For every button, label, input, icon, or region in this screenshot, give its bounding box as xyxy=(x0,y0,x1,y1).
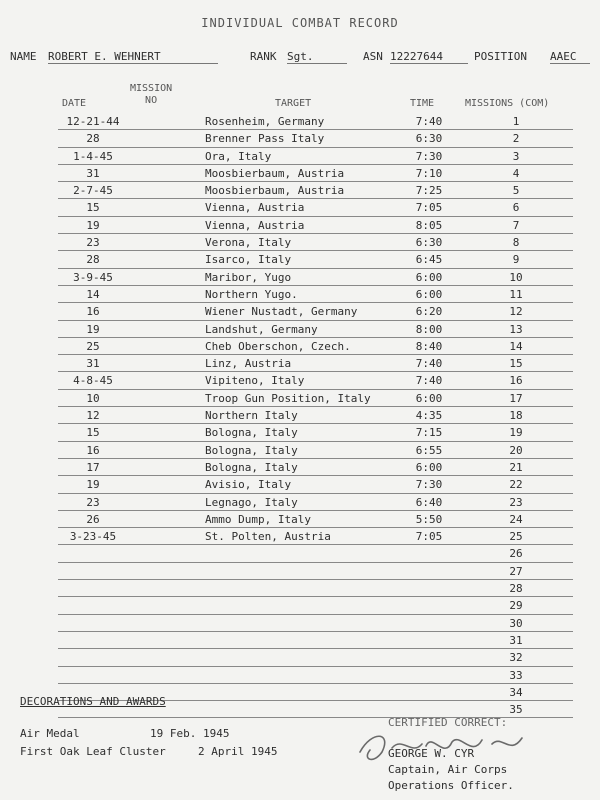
name-label: NAME xyxy=(10,50,37,63)
mission-row xyxy=(58,165,573,182)
mission-number: 5 xyxy=(512,184,520,198)
mission-row xyxy=(58,494,573,511)
asn-value: 12227644 xyxy=(390,50,468,64)
name-value: ROBERT E. WEHNERT xyxy=(48,50,218,64)
mission-row xyxy=(58,234,573,251)
mission-time: 8:05 xyxy=(415,218,443,232)
asn-label: ASN xyxy=(363,50,383,63)
mission-number: 20 xyxy=(509,443,523,457)
mission-date: 2-7-45 xyxy=(73,184,113,198)
mission-target: Bologna, Italy xyxy=(205,426,298,440)
column-header-time: TIME xyxy=(410,98,435,109)
mission-number: 35 xyxy=(509,703,523,717)
mission-row xyxy=(58,217,573,234)
mission-row xyxy=(58,649,573,666)
column-header-target: TARGET xyxy=(275,98,312,109)
mission-number: 7 xyxy=(512,218,520,232)
mission-date: 23 xyxy=(86,236,100,250)
mission-number: 3 xyxy=(512,149,520,163)
mission-row xyxy=(58,199,573,216)
mission-number: 21 xyxy=(509,460,523,474)
mission-time: 7:15 xyxy=(415,426,443,440)
mission-time: 6:30 xyxy=(415,236,443,250)
mission-date: 31 xyxy=(86,166,100,180)
mission-row xyxy=(58,286,573,303)
mission-number: 25 xyxy=(509,530,523,544)
mission-time: 6:00 xyxy=(415,287,443,301)
mission-row xyxy=(58,476,573,493)
mission-number: 18 xyxy=(509,409,523,423)
mission-date: 31 xyxy=(86,357,100,371)
mission-date: 15 xyxy=(86,201,100,215)
mission-time: 6:30 xyxy=(415,132,443,146)
award-air-medal xyxy=(20,727,230,740)
rank-value: Sgt. xyxy=(287,50,347,64)
mission-target: Cheb Oberschon, Czech. xyxy=(205,339,351,353)
position-label: POSITION xyxy=(474,50,527,63)
mission-row xyxy=(58,269,573,286)
mission-number: 1 xyxy=(512,115,520,128)
mission-date: 14 xyxy=(86,287,100,301)
mission-time: 7:10 xyxy=(415,166,443,180)
mission-number: 34 xyxy=(509,685,523,699)
mission-number: 29 xyxy=(509,599,523,613)
mission-target: Moosbierbaum, Austria xyxy=(205,184,345,198)
mission-number: 27 xyxy=(509,564,523,578)
mission-date: 19 xyxy=(86,218,100,232)
mission-target: Linz, Austria xyxy=(205,357,292,371)
mission-time: 7:30 xyxy=(415,478,443,492)
column-header-date: DATE xyxy=(62,98,87,109)
mission-time: 8:00 xyxy=(415,322,443,336)
mission-row xyxy=(58,424,573,441)
header-fields xyxy=(10,50,595,68)
mission-number: 23 xyxy=(509,495,523,509)
mission-date: 4-8-45 xyxy=(73,374,113,388)
mission-number: 28 xyxy=(509,582,523,596)
mission-row xyxy=(58,615,573,632)
mission-date: 23 xyxy=(86,495,100,509)
mission-time: 6:45 xyxy=(415,253,443,267)
mission-target: Wiener Nustadt, Germany xyxy=(205,305,358,319)
mission-row xyxy=(58,355,573,372)
mission-time: 5:50 xyxy=(415,512,443,526)
mission-date: 28 xyxy=(86,253,100,267)
mission-time: 8:40 xyxy=(415,339,443,353)
mission-row xyxy=(58,407,573,424)
mission-target: Maribor, Yugo xyxy=(205,270,292,284)
mission-row xyxy=(58,442,573,459)
mission-date: 25 xyxy=(86,339,100,353)
mission-target: Verona, Italy xyxy=(205,236,292,250)
certified-correct-label: CERTIFIED CORRECT: xyxy=(388,716,508,729)
mission-row xyxy=(58,303,573,320)
mission-table xyxy=(58,113,573,718)
column-header-missions-com: MISSIONS (COM) xyxy=(465,98,550,109)
position-value: AAEC xyxy=(550,50,590,64)
mission-number: 17 xyxy=(509,391,523,405)
mission-row xyxy=(58,580,573,597)
mission-target: Ammo Dump, Italy xyxy=(205,512,311,526)
mission-row xyxy=(58,251,573,268)
officer-rank: Captain, Air Corps xyxy=(388,763,508,776)
mission-date: 15 xyxy=(86,426,100,440)
mission-number: 24 xyxy=(509,512,523,526)
mission-time: 7:05 xyxy=(415,530,443,544)
mission-number: 16 xyxy=(509,374,523,388)
award-name: First Oak Leaf Cluster xyxy=(20,745,166,758)
mission-target: Rosenheim, Germany xyxy=(205,115,325,128)
mission-row xyxy=(58,113,573,130)
mission-number: 13 xyxy=(509,322,523,336)
mission-date: 17 xyxy=(86,460,100,474)
mission-number: 4 xyxy=(512,166,520,180)
mission-row xyxy=(58,632,573,649)
mission-time: 7:40 xyxy=(415,357,443,371)
mission-time: 6:00 xyxy=(415,391,443,405)
mission-time: 7:40 xyxy=(415,115,443,128)
mission-target: Moosbierbaum, Austria xyxy=(205,166,345,180)
mission-date: 16 xyxy=(86,443,100,457)
mission-row xyxy=(58,528,573,545)
mission-date: 3-23-45 xyxy=(69,530,117,544)
mission-target: Vienna, Austria xyxy=(205,218,305,232)
mission-date: 3-9-45 xyxy=(73,270,113,284)
mission-target: Vienna, Austria xyxy=(205,201,305,215)
award-date: 19 Feb. 1945 xyxy=(150,727,230,740)
mission-number: 14 xyxy=(509,339,523,353)
mission-number: 19 xyxy=(509,426,523,440)
mission-row xyxy=(58,511,573,528)
mission-number: 2 xyxy=(512,132,520,146)
mission-time: 6:00 xyxy=(415,460,443,474)
mission-target: Bologna, Italy xyxy=(205,460,298,474)
mission-time: 7:30 xyxy=(415,149,443,163)
mission-target: Northern Yugo. xyxy=(205,287,298,301)
mission-row xyxy=(58,545,573,562)
mission-number: 15 xyxy=(509,357,523,371)
mission-target: Avisio, Italy xyxy=(205,478,292,492)
mission-number: 8 xyxy=(512,236,520,250)
mission-time: 7:40 xyxy=(415,374,443,388)
mission-number: 30 xyxy=(509,616,523,630)
mission-row xyxy=(58,182,573,199)
mission-number: 26 xyxy=(509,547,523,561)
mission-number: 33 xyxy=(509,668,523,682)
mission-number: 10 xyxy=(509,270,523,284)
mission-target: Ora, Italy xyxy=(205,149,272,163)
mission-target: Legnago, Italy xyxy=(205,495,298,509)
mission-row xyxy=(58,321,573,338)
mission-date: 19 xyxy=(86,478,100,492)
mission-row xyxy=(58,372,573,389)
mission-number: 32 xyxy=(509,651,523,665)
mission-number: 12 xyxy=(509,305,523,319)
mission-row xyxy=(58,459,573,476)
mission-row xyxy=(58,597,573,614)
mission-target: Northern Italy xyxy=(205,409,298,423)
mission-number: 9 xyxy=(512,253,520,267)
mission-target: Isarco, Italy xyxy=(205,253,292,267)
mission-date: 16 xyxy=(86,305,100,319)
mission-row xyxy=(58,563,573,580)
mission-target: Landshut, Germany xyxy=(205,322,318,336)
mission-row xyxy=(58,338,573,355)
mission-row xyxy=(58,148,573,165)
mission-number: 11 xyxy=(509,287,523,301)
decorations-title: DECORATIONS AND AWARDS xyxy=(20,695,166,708)
mission-row xyxy=(58,667,573,684)
mission-date: 28 xyxy=(86,132,100,146)
award-name: Air Medal xyxy=(20,727,80,740)
award-date: 2 April 1945 xyxy=(198,745,278,758)
mission-number: 6 xyxy=(512,201,520,215)
mission-number: 22 xyxy=(509,478,523,492)
mission-time: 6:40 xyxy=(415,495,443,509)
mission-date: 19 xyxy=(86,322,100,336)
officer-name: GEORGE W. CYR xyxy=(388,747,475,760)
mission-date: 26 xyxy=(86,512,100,526)
mission-time: 6:00 xyxy=(415,270,443,284)
mission-target: Troop Gun Position, Italy xyxy=(205,391,371,405)
mission-date: 10 xyxy=(86,391,100,405)
page-title: INDIVIDUAL COMBAT RECORD xyxy=(201,16,399,30)
mission-row xyxy=(58,390,573,407)
officer-title: Operations Officer. xyxy=(388,779,514,792)
mission-date: 1-4-45 xyxy=(73,149,113,163)
mission-target: Bologna, Italy xyxy=(205,443,298,457)
mission-time: 7:25 xyxy=(415,184,443,198)
mission-date: 12-21-44 xyxy=(66,115,120,128)
award-oak-leaf-cluster xyxy=(20,745,278,758)
column-header-mission-no: MISSION NO xyxy=(130,83,173,106)
mission-time: 6:55 xyxy=(415,443,443,457)
rank-label: RANK xyxy=(250,50,277,63)
mission-time: 4:35 xyxy=(415,409,443,423)
mission-number: 31 xyxy=(509,633,523,647)
mission-time: 7:05 xyxy=(415,201,443,215)
mission-row xyxy=(58,130,573,147)
mission-target: Brenner Pass Italy xyxy=(205,132,325,146)
mission-target: St. Polten, Austria xyxy=(205,530,331,544)
mission-target: Vipiteno, Italy xyxy=(205,374,305,388)
mission-time: 6:20 xyxy=(415,305,443,319)
mission-date: 12 xyxy=(86,409,100,423)
